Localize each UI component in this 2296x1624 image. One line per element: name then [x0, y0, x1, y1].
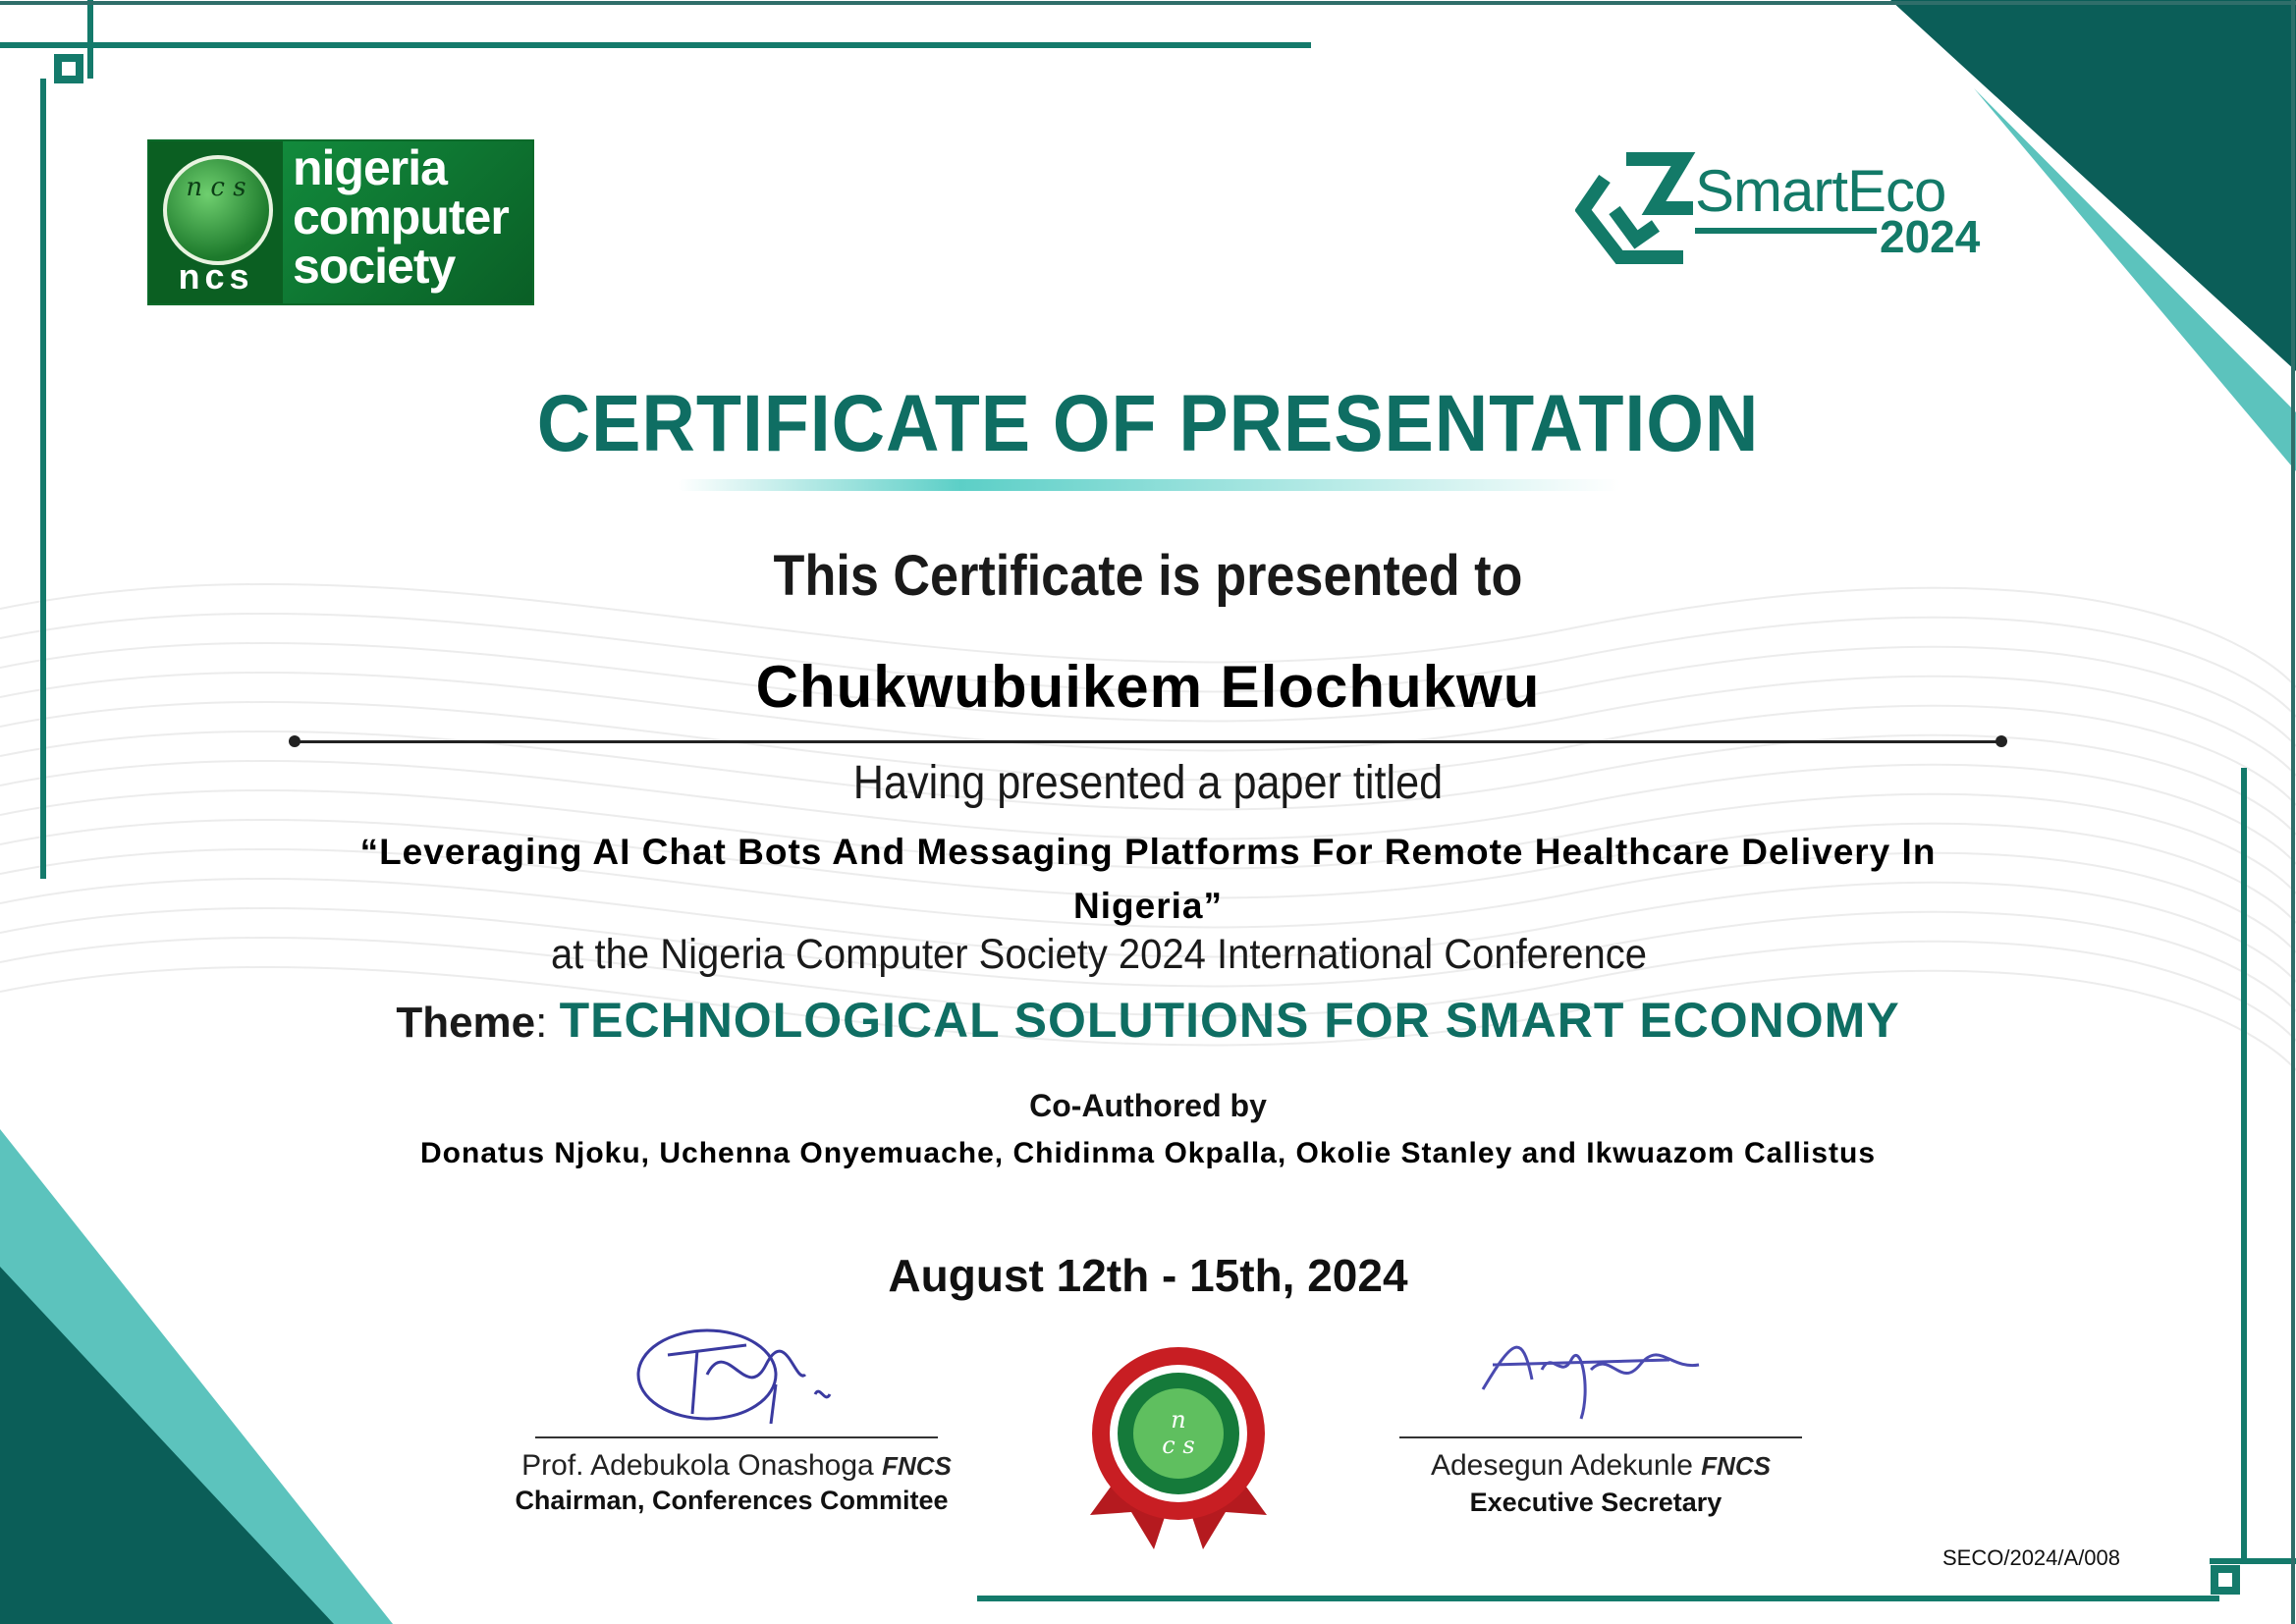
conference-line: at the Nigeria Computer Society 2024 International Conference — [551, 931, 1647, 978]
theme-colon: : — [535, 999, 560, 1047]
secretary-role: Executive Secretary — [1469, 1488, 1722, 1517]
event-date: August 12th - 15th, 2024 — [888, 1250, 1408, 1301]
divider-dot-left — [289, 735, 301, 747]
chairman-name: Prof. Adebukola Onashoga — [521, 1449, 874, 1482]
recipient-name: Chukwubuikem Elochukwu — [755, 654, 1541, 720]
coauthored-label: Co-Authored by — [1029, 1088, 1267, 1123]
globe-icon — [163, 155, 273, 265]
theme-line — [0, 992, 2296, 1049]
ncs-emblem — [149, 141, 283, 303]
ncs-wordmark — [283, 141, 532, 303]
divider-dot-right — [1995, 735, 2007, 747]
presented-to-label: This Certificate is presented to — [773, 544, 1523, 608]
chairman-role: Chairman, Conferences Commitee — [515, 1486, 949, 1515]
signature-chairman — [629, 1316, 854, 1434]
chairman-suffix: FNCS — [882, 1451, 952, 1481]
svg-text:c s: c s — [1162, 1432, 1195, 1459]
chairman-name-line — [462, 1449, 1011, 1483]
ncs-word-3: society — [293, 239, 456, 294]
smarteco-underline — [1695, 228, 1877, 234]
ncs-emblem-letters: n c s — [186, 173, 246, 202]
secretary-name: Adesegun Adekunle — [1430, 1449, 1693, 1482]
smarteco-mark-icon — [1575, 149, 1703, 265]
smarteco-year: 2024 — [1880, 211, 1981, 262]
secretary-suffix: FNCS — [1701, 1451, 1772, 1481]
signature-line-chairman — [535, 1436, 938, 1438]
ncs-logo — [147, 139, 534, 305]
secretary-name-line — [1326, 1449, 1876, 1483]
theme-value: TECHNOLOGICAL SOLUTIONS FOR SMART ECONOMY — [559, 993, 1900, 1048]
certificate-title: CERTIFICATE OF PRESENTATION — [536, 379, 1760, 468]
ncs-word-2: computer — [293, 189, 509, 244]
smarteco-name: SmartEco — [1695, 158, 1946, 224]
signature-line-secretary — [1399, 1436, 1802, 1438]
coauthors-list: Donatus Njoku, Uchenna Onyemuache, Chidinma Okpalla, Okolie Stanley and Ikwuazom Callistus — [420, 1137, 1876, 1169]
ncs-word-1: nigeria — [293, 140, 447, 195]
title-underline — [678, 479, 1620, 491]
certificate-number: SECO/2024/A/008 — [1942, 1545, 2121, 1570]
paper-title: “Leveraging AI Chat Bots And Messaging Platforms For Remote Healthcare Delivery In Nigeria” — [359, 832, 1937, 926]
ncs-abbreviation: ncs — [178, 256, 254, 297]
having-presented-label: Having presented a paper titled — [852, 757, 1444, 809]
ncs-seal — [1070, 1343, 1286, 1559]
signature-secretary — [1473, 1321, 1719, 1429]
svg-text:n: n — [1171, 1406, 1186, 1434]
name-divider — [295, 740, 2001, 743]
smarteco-logo — [1575, 149, 2007, 265]
theme-label: Theme — [396, 999, 536, 1047]
